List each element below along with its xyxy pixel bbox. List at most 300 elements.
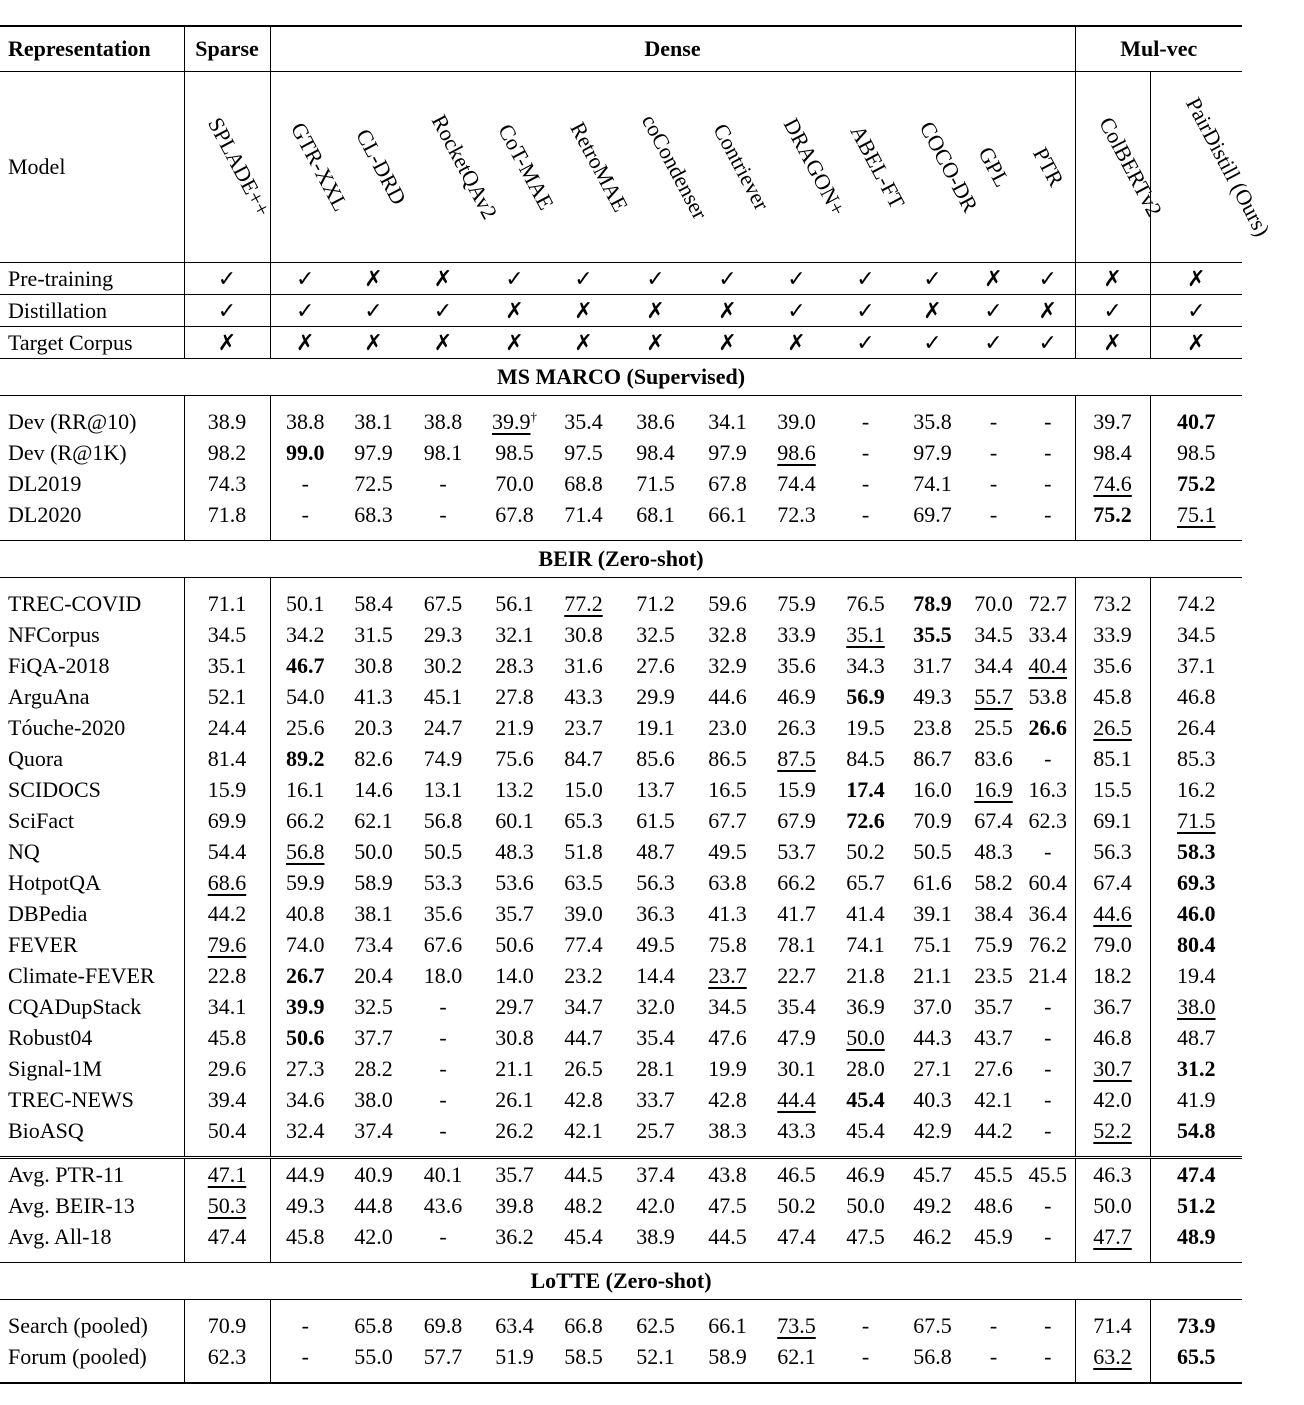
value-text: 60.1 — [495, 807, 534, 833]
value-text: 50.3 — [207, 1192, 247, 1218]
value-text: 34.5 — [207, 621, 247, 647]
value-text: 35.4 — [636, 1024, 675, 1050]
value-text: 54.8 — [1177, 1117, 1216, 1143]
value-text: - — [861, 470, 870, 496]
value-text: 37.4 — [636, 1161, 675, 1187]
value-cell — [550, 588, 617, 619]
value-cell — [899, 1084, 966, 1115]
data-row — [0, 1158, 1242, 1191]
value-text: 35.6 — [423, 900, 463, 926]
value-text: 61.5 — [636, 807, 675, 833]
value-text: 66.2 — [286, 807, 325, 833]
value-cell — [617, 681, 694, 712]
value-text: 77.2 — [564, 590, 603, 616]
row-label: Search (pooled) — [0, 1310, 184, 1341]
value-text: 41.3 — [708, 900, 747, 926]
value-cell — [694, 743, 761, 774]
value-cell — [832, 960, 899, 991]
value-cell — [1150, 929, 1242, 960]
results-table — [0, 25, 1275, 1384]
value-cell — [761, 499, 832, 530]
value-text: 34.7 — [564, 993, 603, 1019]
value-text: 16.1 — [286, 776, 325, 802]
value-text: 18.0 — [423, 962, 463, 988]
value-cell — [407, 650, 479, 681]
value-text: 29.9 — [636, 683, 675, 709]
value-text: 70.0 — [974, 590, 1013, 616]
value-text: - — [1044, 1192, 1052, 1218]
value-cell — [184, 991, 270, 1022]
value-cell — [1021, 650, 1075, 681]
spacer-cell — [0, 1252, 184, 1263]
value-text: 47.9 — [777, 1024, 816, 1050]
data-row — [0, 1310, 1242, 1341]
value-text: 40.3 — [913, 1086, 952, 1112]
value-cell — [407, 867, 479, 898]
value-text: 46.7 — [286, 652, 325, 678]
model-name: GTR-XXL — [285, 118, 353, 216]
value-cell — [270, 499, 340, 530]
value-text: 56.3 — [636, 869, 675, 895]
spacer-cell — [479, 1252, 550, 1263]
value-text: 20.3 — [354, 714, 393, 740]
value-text: 42.0 — [354, 1223, 393, 1249]
value-text: 14.6 — [354, 776, 393, 802]
value-cell — [899, 406, 966, 437]
value-text: 74.3 — [207, 470, 247, 496]
model-header — [694, 72, 775, 263]
value-text: 73.9 — [1177, 1312, 1216, 1338]
model-name: Contriever — [708, 119, 775, 215]
data-row — [0, 619, 1242, 650]
value-cell — [899, 836, 966, 867]
value-cell — [761, 588, 832, 619]
value-cell — [694, 499, 761, 530]
value-text: 25.5 — [974, 714, 1013, 740]
value-cell — [694, 960, 761, 991]
model-name: RocketQAv2 — [426, 110, 503, 224]
value-cell — [479, 1190, 550, 1221]
value-text: 97.9 — [913, 439, 952, 465]
spacer-cell — [479, 1146, 550, 1158]
value-cell — [550, 1341, 617, 1372]
spacer-cell — [1021, 1372, 1075, 1383]
value-cell — [899, 437, 966, 468]
cross-mark: ✗ — [550, 327, 617, 359]
value-cell — [479, 898, 550, 929]
spacer-cell — [479, 1372, 550, 1383]
value-text: 69.1 — [1093, 807, 1132, 833]
spacer-cell — [899, 578, 966, 589]
value-text: 74.6 — [1093, 470, 1132, 496]
value-cell — [184, 1022, 270, 1053]
value-cell — [407, 774, 479, 805]
value-cell — [694, 836, 761, 867]
value-cell — [270, 960, 340, 991]
value-text: 30.8 — [354, 652, 393, 678]
value-text: 63.2 — [1093, 1343, 1132, 1369]
value-text: 26.3 — [777, 714, 816, 740]
value-text: 85.6 — [636, 745, 675, 771]
value-text: 65.3 — [564, 807, 603, 833]
value-text: 70.0 — [495, 470, 534, 496]
value-text: 78.9 — [913, 590, 952, 616]
value-cell — [617, 650, 694, 681]
cross-mark: ✗ — [1021, 295, 1075, 327]
value-text: 46.2 — [913, 1223, 952, 1249]
value-cell — [899, 712, 966, 743]
spacer-cell — [550, 578, 617, 589]
value-cell — [407, 1115, 479, 1146]
value-cell — [479, 499, 550, 530]
value-cell — [966, 836, 1021, 867]
spacer-cell — [617, 578, 694, 589]
spacer-cell — [617, 1146, 694, 1158]
value-cell — [184, 1053, 270, 1084]
value-cell — [832, 1084, 899, 1115]
value-text: 74.1 — [913, 470, 952, 496]
value-cell — [761, 468, 832, 499]
value-cell — [617, 960, 694, 991]
spacer-cell — [550, 1146, 617, 1158]
value-cell — [550, 1310, 617, 1341]
value-text: 45.8 — [286, 1223, 325, 1249]
value-text: 28.2 — [354, 1055, 393, 1081]
value-cell — [694, 1053, 761, 1084]
value-text: - — [439, 1055, 447, 1081]
spacer-cell — [407, 578, 479, 589]
value-cell — [550, 805, 617, 836]
value-text: 74.9 — [423, 745, 463, 771]
value-cell — [832, 588, 899, 619]
spacer-cell — [832, 530, 899, 541]
value-cell — [407, 588, 479, 619]
value-cell — [184, 588, 270, 619]
model-header — [617, 72, 713, 263]
value-cell — [617, 499, 694, 530]
value-text: 16.9 — [974, 776, 1013, 802]
value-text: 72.6 — [846, 807, 885, 833]
value-text: 53.8 — [1028, 683, 1068, 709]
value-cell — [1150, 437, 1242, 468]
value-cell — [1075, 960, 1150, 991]
value-cell — [1075, 867, 1150, 898]
value-text: 72.5 — [354, 470, 393, 496]
value-text: 67.8 — [708, 470, 747, 496]
value-cell — [966, 1115, 1021, 1146]
value-cell — [407, 991, 479, 1022]
value-text: 65.5 — [1177, 1343, 1216, 1369]
spacer-cell — [832, 396, 899, 407]
spacer-cell — [694, 1146, 761, 1158]
value-cell — [761, 1341, 832, 1372]
model-header — [966, 72, 1021, 263]
value-cell — [1075, 1022, 1150, 1053]
value-text: 38.8 — [423, 408, 463, 434]
value-cell — [340, 1115, 407, 1146]
value-cell — [407, 960, 479, 991]
data-row — [0, 468, 1242, 499]
value-text: 62.1 — [354, 807, 393, 833]
value-text: 71.4 — [1093, 1312, 1132, 1338]
value-cell — [184, 1115, 270, 1146]
value-cell — [899, 1022, 966, 1053]
data-row — [0, 929, 1242, 960]
value-text: 35.4 — [777, 993, 816, 1019]
value-cell — [184, 499, 270, 530]
spacer-cell — [340, 1146, 407, 1158]
spacer-row — [0, 1300, 1242, 1311]
value-cell — [340, 991, 407, 1022]
cross-mark: ✗ — [694, 295, 761, 327]
value-cell — [340, 1053, 407, 1084]
value-cell — [550, 468, 617, 499]
value-text: 35.6 — [1093, 652, 1132, 678]
value-cell — [479, 1084, 550, 1115]
value-cell — [966, 867, 1021, 898]
value-text: 45.1 — [423, 683, 463, 709]
value-cell — [270, 1341, 340, 1372]
check-mark: ✓ — [899, 327, 966, 359]
value-cell — [479, 836, 550, 867]
cross-mark: ✗ — [617, 295, 694, 327]
value-cell — [899, 774, 966, 805]
value-cell — [479, 681, 550, 712]
value-cell — [832, 650, 899, 681]
value-text: 23.7 — [708, 962, 747, 988]
value-text: 47.5 — [708, 1192, 747, 1218]
value-text: 73.2 — [1093, 590, 1132, 616]
value-cell — [184, 1310, 270, 1341]
value-text: 47.7 — [1093, 1223, 1132, 1249]
value-text: 41.7 — [777, 900, 816, 926]
value-text: 48.7 — [1177, 1024, 1216, 1050]
value-text: 49.5 — [708, 838, 747, 864]
value-cell — [184, 619, 270, 650]
value-cell — [340, 650, 407, 681]
spacer-cell — [694, 396, 761, 407]
value-text: 46.8 — [1093, 1024, 1132, 1050]
value-text: 38.9 — [207, 408, 247, 434]
value-cell — [479, 468, 550, 499]
value-text: 39.4 — [207, 1086, 247, 1112]
representation-label: Representation — [0, 26, 184, 72]
value-cell — [407, 406, 479, 437]
value-cell — [761, 991, 832, 1022]
spacer-cell — [1150, 1252, 1242, 1263]
value-text: 69.8 — [423, 1312, 463, 1338]
data-row — [0, 867, 1242, 898]
value-cell — [617, 1341, 694, 1372]
data-row — [0, 1084, 1242, 1115]
value-text: 68.8 — [564, 470, 603, 496]
cross-mark: ✗ — [340, 263, 407, 295]
value-cell — [761, 960, 832, 991]
value-cell — [832, 1221, 899, 1252]
spacer-cell — [184, 530, 270, 541]
value-text: 71.1 — [207, 590, 247, 616]
value-text: 32.9 — [708, 652, 747, 678]
value-cell — [832, 437, 899, 468]
value-text: 34.2 — [286, 621, 325, 647]
value-text: - — [1044, 1055, 1052, 1081]
value-text: 54.4 — [207, 838, 247, 864]
value-cell — [761, 898, 832, 929]
check-mark: ✓ — [479, 263, 550, 295]
value-text: - — [1044, 745, 1052, 771]
value-cell — [1150, 774, 1242, 805]
value-text: 98.5 — [495, 439, 534, 465]
value-cell — [407, 1310, 479, 1341]
value-text: 19.9 — [708, 1055, 747, 1081]
value-text: 39.8 — [495, 1192, 534, 1218]
value-text: 31.6 — [564, 652, 603, 678]
spacer-cell — [832, 1146, 899, 1158]
cross-mark: ✗ — [694, 327, 761, 359]
value-cell — [761, 836, 832, 867]
value-text: 45.8 — [1093, 683, 1132, 709]
value-cell — [270, 437, 340, 468]
value-cell — [694, 991, 761, 1022]
value-text: 49.3 — [286, 1192, 325, 1218]
value-text: - — [439, 1117, 447, 1143]
value-cell — [1150, 991, 1242, 1022]
value-text: - — [1044, 1343, 1052, 1369]
value-text: 67.8 — [495, 501, 534, 527]
value-cell — [832, 1022, 899, 1053]
value-cell — [1021, 468, 1075, 499]
value-cell — [899, 867, 966, 898]
value-cell — [899, 1115, 966, 1146]
value-cell — [340, 588, 407, 619]
value-cell — [1075, 619, 1150, 650]
value-text: 30.2 — [423, 652, 463, 678]
value-text: 16.2 — [1177, 776, 1216, 802]
model-header — [899, 72, 984, 263]
value-text: 46.0 — [1177, 900, 1216, 926]
value-text: 26.5 — [564, 1055, 603, 1081]
value-text: 23.8 — [913, 714, 952, 740]
value-cell — [407, 1221, 479, 1252]
group-sparse: Sparse — [184, 26, 270, 72]
model-name: CL-DRD — [351, 124, 412, 209]
value-text: 24.7 — [423, 714, 463, 740]
value-text: - — [301, 1312, 309, 1338]
check-mark: ✓ — [270, 295, 340, 327]
value-cell — [617, 867, 694, 898]
value-cell — [407, 805, 479, 836]
value-text: 20.4 — [354, 962, 393, 988]
value-text: 69.7 — [913, 501, 952, 527]
value-cell — [617, 1084, 694, 1115]
value-text: 75.1 — [1177, 501, 1216, 527]
value-cell — [479, 1158, 550, 1191]
value-text: 41.9 — [1177, 1086, 1216, 1112]
value-text: 32.4 — [286, 1117, 325, 1143]
spacer-cell — [617, 396, 694, 407]
data-row — [0, 1221, 1242, 1252]
value-text: 48.6 — [974, 1192, 1013, 1218]
spacer-cell — [1150, 1146, 1242, 1158]
value-cell — [832, 619, 899, 650]
value-cell — [184, 774, 270, 805]
feature-label: Target Corpus — [0, 327, 184, 359]
value-cell — [550, 743, 617, 774]
value-text: 81.4 — [207, 745, 247, 771]
value-cell — [694, 1310, 761, 1341]
value-cell — [1150, 619, 1242, 650]
spacer-cell — [550, 1252, 617, 1263]
model-header — [184, 72, 276, 263]
value-text: 35.8 — [913, 408, 952, 434]
value-cell — [1075, 929, 1150, 960]
value-cell — [694, 1190, 761, 1221]
model-name: PairDistill (Ours) — [1180, 93, 1275, 241]
value-cell — [550, 960, 617, 991]
data-row — [0, 681, 1242, 712]
value-cell — [407, 619, 479, 650]
value-text: 68.6 — [207, 869, 247, 895]
value-text: 21.1 — [913, 962, 952, 988]
value-text: 25.7 — [636, 1117, 675, 1143]
value-text: 71.2 — [636, 590, 675, 616]
value-cell — [694, 681, 761, 712]
row-label: FiQA-2018 — [0, 650, 184, 681]
model-header — [1021, 72, 1075, 263]
value-cell — [1021, 681, 1075, 712]
value-cell — [617, 743, 694, 774]
value-text: 31.7 — [913, 652, 952, 678]
data-row — [0, 1053, 1242, 1084]
value-cell — [694, 1084, 761, 1115]
value-cell — [550, 712, 617, 743]
value-cell — [761, 437, 832, 468]
value-text: 45.7 — [913, 1161, 952, 1187]
section-title-row — [0, 359, 1242, 396]
value-cell — [184, 898, 270, 929]
value-text: 40.1 — [423, 1161, 463, 1187]
spacer-cell — [0, 396, 184, 407]
value-cell — [340, 1022, 407, 1053]
value-text: 21.8 — [846, 962, 885, 988]
value-text: 28.1 — [636, 1055, 675, 1081]
value-cell — [694, 929, 761, 960]
value-cell — [617, 437, 694, 468]
value-cell — [550, 929, 617, 960]
value-text: 29.6 — [207, 1055, 247, 1081]
value-cell — [617, 805, 694, 836]
value-text: 73.4 — [354, 931, 393, 957]
value-cell — [899, 468, 966, 499]
value-cell — [184, 1190, 270, 1221]
value-text: 37.1 — [1177, 652, 1216, 678]
value-cell — [761, 1084, 832, 1115]
value-text: 35.1 — [846, 621, 885, 647]
value-cell — [899, 681, 966, 712]
value-text: 15.9 — [777, 776, 816, 802]
cross-mark: ✗ — [479, 295, 550, 327]
value-text: 35.6 — [777, 652, 816, 678]
check-mark: ✓ — [617, 263, 694, 295]
value-cell — [966, 1053, 1021, 1084]
value-text: 33.7 — [636, 1086, 675, 1112]
value-text: 86.5 — [708, 745, 747, 771]
value-text: 17.4 — [846, 776, 885, 802]
value-cell — [340, 1221, 407, 1252]
value-cell — [694, 406, 761, 437]
spacer-cell — [1075, 1300, 1150, 1311]
value-text: 44.6 — [708, 683, 747, 709]
